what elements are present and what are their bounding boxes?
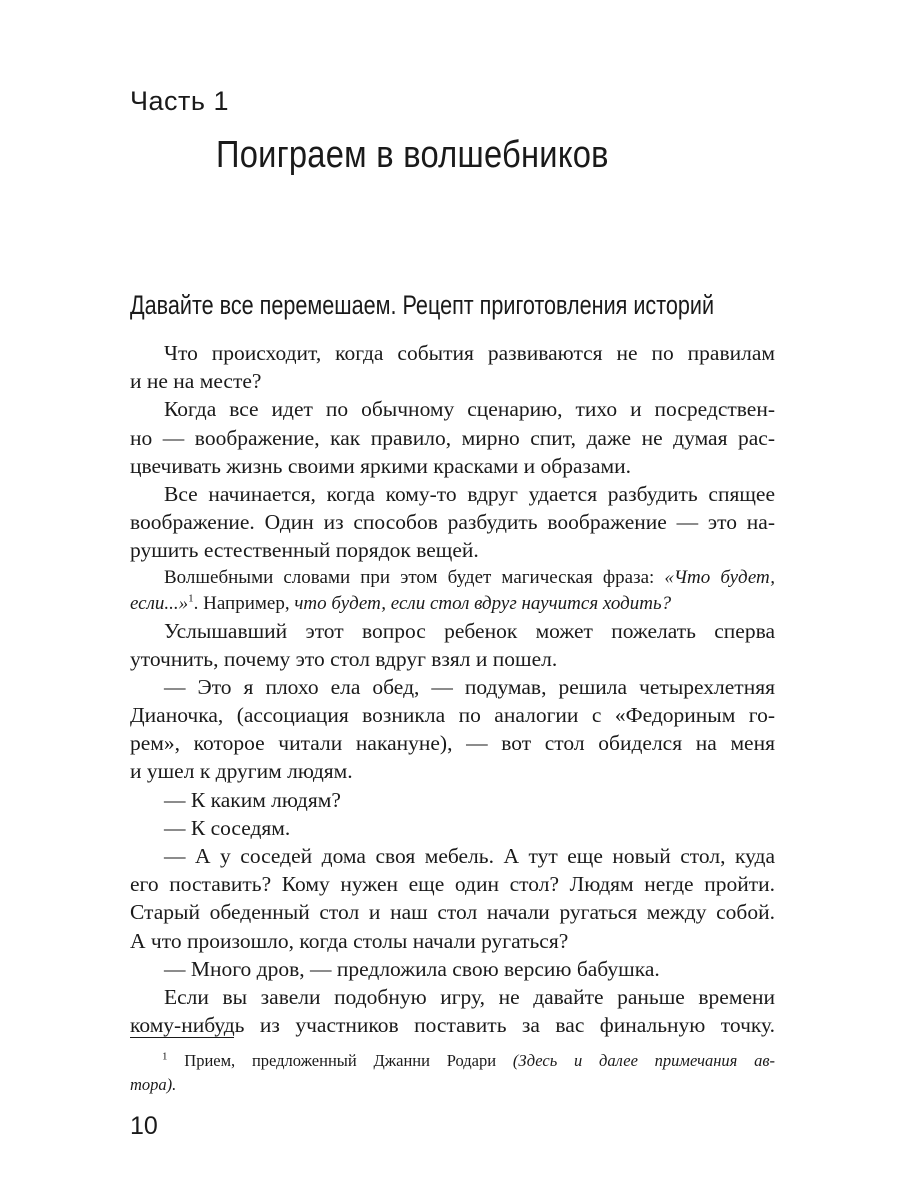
paragraph-line: — К соседям.: [164, 815, 291, 840]
paragraph-line: Когда все идет по обычному сценарию, тихо и посредствен-: [164, 397, 775, 422]
paragraph-line: — Много дров, — предложила свою версию бабушка.: [164, 956, 660, 981]
section-title: Давайте все перемешаем. Рецепт приготовления историй: [130, 290, 715, 320]
paragraph-line: воображение. Один из способов разбудить воображение — это на-: [130, 510, 775, 535]
text-run-italic: (Здесь и далее примечания ав-: [512, 1051, 775, 1070]
paragraph-line: Дианочка, (ассоциация возникла по аналогии с «Федориным го-: [130, 703, 775, 728]
paragraph-line: [130, 565, 775, 591]
paragraph-line: Старый обеденный стол и наш стол начали ругаться между собой.: [130, 900, 775, 925]
text-run: . Например,: [193, 592, 295, 614]
chapter-title: Поиграем в волшебников: [216, 134, 609, 176]
paragraph-line: и не на месте?: [130, 369, 262, 394]
paragraph-line: Услышавший этот вопрос ребенок может пожелать сперва: [164, 618, 775, 643]
text-run-italic: если...»: [130, 592, 189, 614]
paragraph-line: кому-нибудь из участников поставить за вас финальную точку.: [130, 1013, 775, 1038]
footnote-line: [130, 1049, 775, 1073]
paragraph-line: цвечивать жизнь своими яркими красками и образами.: [130, 453, 632, 478]
paragraph-line: — А у соседей дома своя мебель. А тут еще новый стол, куда: [164, 844, 775, 868]
body-text: [130, 339, 775, 1039]
paragraph-line: Все начинается, когда кому-то вдруг удается разбудить спящее: [164, 481, 775, 506]
text-run-italic: что будет, если стол вдруг научится ходить?: [294, 592, 672, 614]
footnote-line: тора).: [130, 1075, 177, 1094]
paragraph-line: рушить естественный порядок вещей.: [130, 538, 479, 563]
paragraph-line: рем», которое читали накануне), — вот стол обиделся на меня: [130, 731, 775, 756]
footnote: [130, 1049, 775, 1097]
paragraph-line: Что происходит, когда события развиваются не по правилам: [164, 341, 775, 365]
paragraph-line: и ушел к другим людям.: [130, 759, 353, 784]
paragraph-line: его поставить? Кому нужен еще один стол? Людям негде пройти.: [130, 872, 775, 897]
paragraph-line: — Это я плохо ела обед, — подумав, решила четырехлетняя: [164, 674, 775, 699]
paragraph-line: [130, 591, 775, 617]
paragraph-line: Если вы завели подобную игру, не давайте раньше времени: [164, 984, 775, 1009]
paragraph-line: уточнить, почему это стол вдруг взял и пошел.: [130, 646, 558, 671]
part-label: Часть 1: [130, 86, 229, 116]
footnote-marker: 1: [162, 1050, 168, 1063]
footnote-reference[interactable]: 1: [188, 592, 194, 605]
text-run-italic: «Что будет,: [664, 566, 775, 588]
text-run: Волшебными словами при этом будет магическая фраза:: [164, 566, 665, 588]
paragraph-line: — К каким людям?: [164, 787, 341, 812]
footnote-divider: [130, 1037, 234, 1038]
paragraph-line: но — воображение, как правило, мирно спит, даже не думая рас-: [130, 425, 775, 450]
paragraph-line: А что произошло, когда столы начали ругаться?: [130, 928, 569, 953]
text-run: Прием, предложенный Джанни Родари: [167, 1051, 513, 1070]
page-number: 10: [130, 1112, 158, 1140]
